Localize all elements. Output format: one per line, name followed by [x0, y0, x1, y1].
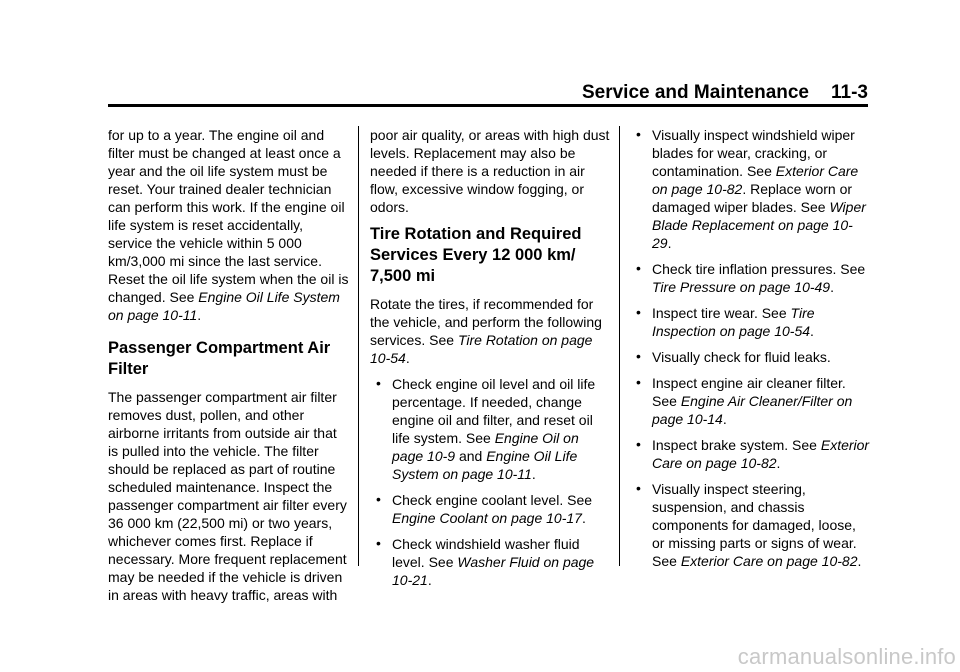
- bullet-icon: •: [376, 491, 381, 507]
- bullet-icon: •: [376, 375, 381, 391]
- cross-reference: Engine Coolant on page 10-17: [392, 510, 582, 526]
- column-1: [108, 126, 350, 604]
- list-item: • Visually check for fluid leaks.: [636, 348, 831, 365]
- bullet-icon: •: [636, 126, 641, 142]
- bullet-icon: •: [376, 535, 381, 551]
- heading-passenger-air-filter: Passenger Compartment Air Filter: [108, 339, 331, 378]
- bullet-icon: •: [636, 374, 641, 390]
- list-item: • Inspect engine air cleaner filter. See Engine Air Cleaner/Filter on page 10-14.: [636, 374, 853, 427]
- cross-reference: Washer Fluid on page 10-21: [392, 554, 595, 588]
- paragraph-air-filter-cont: poor air quality, or areas with high dust levels. Replacement may also be needed if there is a reduction in air flow, excessive window fogging, or odors.: [370, 127, 610, 215]
- page-header: [560, 82, 868, 104]
- cross-reference: Engine Air Cleaner/Filter on page 10-14: [652, 393, 853, 427]
- bullet-icon: •: [636, 348, 641, 364]
- list-item: • Visually inspect steering, suspension, and chassis components for damaged, loose, or missing parts or signs of wear. See Exterior Care on page 10-82.: [636, 480, 862, 569]
- cross-reference: Engine Oil Life System on page 10-11: [392, 448, 578, 482]
- list-item: • Inspect tire wear. See Tire Inspection on page 10-54.: [636, 304, 815, 339]
- cross-reference: Tire Pressure on page 10-49: [652, 279, 831, 295]
- bullet-icon: •: [636, 304, 641, 320]
- paragraph-oil-reset: for up to a year. The engine oil and filter must be changed at least once a year and the oil life system must be reset. Your trained dealer technician can perform this work. If the engine oil life system is reset accidentally, service the vehicle within 5 000 km/3,000 mi since the last service. Reset the oil life system when the oil is changed. See Engine Oil Life System on page 10-11.: [108, 127, 349, 323]
- cross-reference: Exterior Care on page 10-82: [652, 163, 859, 197]
- page-number: 11-3: [831, 82, 868, 103]
- section-title: Service and Maintenance: [581, 82, 810, 103]
- column-divider-1: [358, 126, 359, 566]
- list-item: • Check engine coolant level. See Engine Coolant on page 10-17.: [376, 491, 593, 526]
- cross-reference: Exterior Care on page 10-82: [652, 437, 870, 471]
- watermark: carmanualsonline.info: [737, 644, 956, 669]
- list-item: • Check tire inflation pressures. See Tire Pressure on page 10-49.: [636, 260, 866, 295]
- list-item: • Check engine oil level and oil life percentage. If needed, change engine oil and filter, and reset oil life system. See Engine Oil on page 10-9 and Engine Oil Life System on page 10-11.: [376, 375, 596, 482]
- cross-reference: Tire Rotation on page 10-54: [370, 332, 593, 366]
- column-divider-2: [619, 126, 620, 566]
- cross-reference: Engine Oil Life System on page 10-11: [108, 289, 340, 323]
- paragraph-air-filter: The passenger compartment air filter removes dust, pollen, and other airborne irritants from outside air that is pulled into the vehicle. The filter should be replaced as part of routine scheduled maintenance. Inspect the passenger compartment air filter every 36 000 km (22,500 mi) or two years, whichever comes first. Replace if necessary. More frequent replacement may be needed if the vehicle is driven in areas with heavy traffic, areas with: [108, 389, 347, 603]
- list-item: • Visually inspect windshield wiper blades for wear, cracking, or contamination. See Exterior Care on page 10-82. Replace worn or damaged wiper blades. See Wiper Blade Replacement on page 10-29.: [636, 126, 866, 251]
- cross-reference: Exterior Care on page 10-82: [680, 553, 858, 569]
- service-list-2: [630, 126, 870, 570]
- column-3: [630, 126, 870, 570]
- service-list-1: [370, 375, 610, 589]
- bullet-icon: •: [636, 436, 641, 452]
- heading-tire-rotation: Tire Rotation and Required Services Every 12 000 km/ 7,500 mi: [370, 225, 582, 285]
- column-2: [370, 126, 610, 589]
- list-item: • Check windshield washer fluid level. See Washer Fluid on page 10-21.: [376, 535, 595, 588]
- list-item: • Inspect brake system. See Exterior Care on page 10-82.: [636, 436, 870, 471]
- cross-reference: Tire Inspection on page 10-54: [652, 305, 815, 339]
- header-rule: [108, 104, 868, 107]
- paragraph-tire-rotation: Rotate the tires, if recommended for the vehicle, and perform the following services. See Tire Rotation on page 10-54.: [370, 296, 602, 366]
- bullet-icon: •: [636, 480, 641, 496]
- cross-reference: Engine Oil on page 10-9: [392, 430, 579, 464]
- bullet-icon: •: [636, 260, 641, 276]
- cross-reference: Wiper Blade Replacement on page 10-29: [652, 199, 866, 251]
